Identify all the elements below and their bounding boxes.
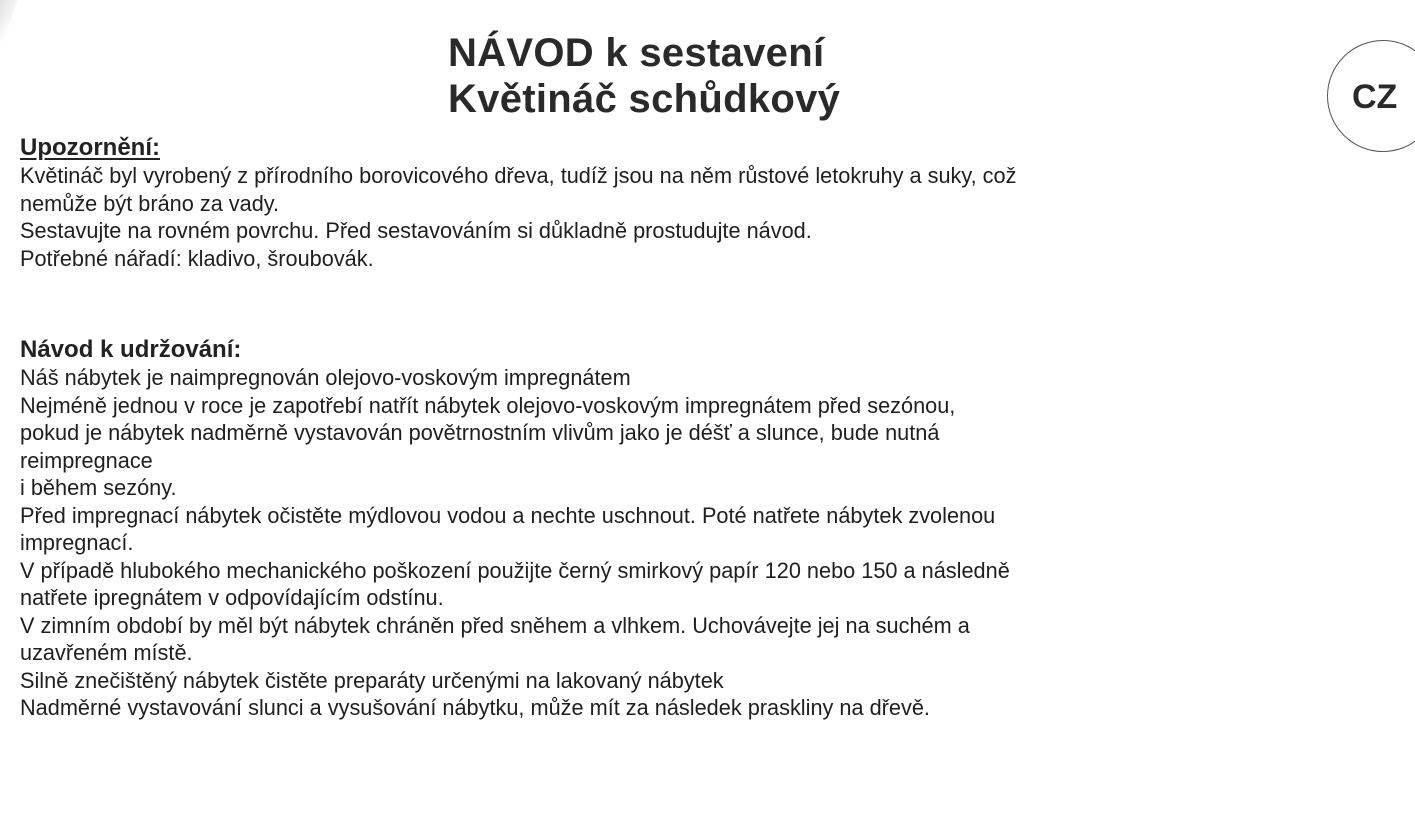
maintenance-line: i během sezóny.: [20, 475, 177, 500]
maintenance-line: reimpregnace: [20, 447, 153, 473]
document-title: [448, 30, 840, 122]
maintenance-line: uzavřeném místě.: [20, 640, 193, 665]
maintenance-line: Silně znečištěný nábytek čistěte preparáty určenými na lakovaný nábytek: [20, 667, 724, 693]
warning-heading: Upozornění:: [20, 134, 160, 161]
maintenance-line: pokud je nábytek nadměrně vystavován povětrnostním vlivům jako je déšť a slunce, bude nutná: [20, 420, 940, 445]
warning-line: Potřebné nářadí: kladivo, šroubovák.: [20, 245, 374, 271]
warning-line: Květináč byl vyrobený z přírodního borovicového dřeva, tudíž jsou na něm růstové letokruhy a suky, což: [20, 163, 1017, 188]
title-line-1: NÁVOD k sestavení: [448, 31, 825, 75]
warning-section: [20, 134, 1410, 272]
maintenance-line: V zimním období by měl být nábytek chráněn před sněhem a vlhkem. Uchovávejte jej na suchém a: [20, 612, 970, 638]
maintenance-line: Před impregnací nábytek očistěte mýdlovou vodou a nechte uschnout. Poté natřete nábytek zvolenou: [20, 502, 996, 528]
maintenance-line: V případě hlubokého mechanického poškození použijte černý smirkový papír 120 nebo 150 a následně: [20, 557, 1010, 583]
warning-line: nemůže být bráno za vady.: [20, 190, 280, 216]
maintenance-line: Nejméně jednou v roce je zapotřebí natřít nábytek olejovo-voskovým impregnátem před sezónou,: [20, 392, 956, 418]
maintenance-line: natřete ipregnátem v odpovídajícím odstínu.: [20, 585, 444, 610]
maintenance-section: [20, 336, 1410, 722]
maintenance-line: impregnací.: [20, 530, 134, 555]
title-line-2: Květináč schůdkový: [448, 77, 841, 121]
language-badge-label: CZ: [1352, 78, 1398, 116]
maintenance-line: Náš nábytek je naimpregnován olejovo-voskovým impregnátem: [20, 365, 631, 390]
maintenance-heading: Návod k udržování:: [20, 336, 242, 363]
maintenance-line: Nadměrné vystavování slunci a vysušování nábytku, může mít za následek praskliny na dřevě.: [20, 695, 930, 720]
warning-line: Sestavujte na rovném povrchu. Před sestavováním si důkladně prostudujte návod.: [20, 218, 812, 243]
scan-corner-shadow: [0, 0, 19, 42]
